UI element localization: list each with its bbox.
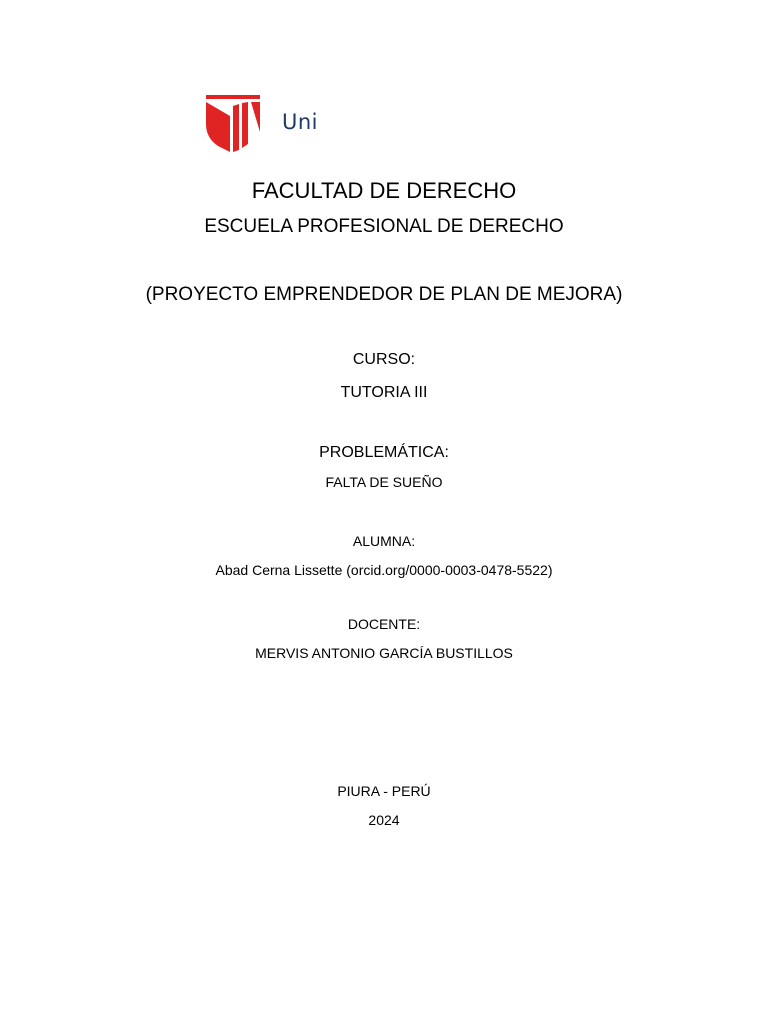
university-logo	[204, 94, 318, 156]
location: PIURA - PERÚ	[337, 783, 431, 799]
logo-text: Uni	[282, 110, 319, 134]
course-value: TUTORIA III	[340, 384, 428, 401]
problem-label: PROBLEMÁTICA:	[319, 444, 449, 461]
school-title: ESCUELA PROFESIONAL DE DERECHO	[204, 216, 564, 237]
student-label: ALUMNA:	[352, 533, 416, 549]
shield-icon	[204, 94, 262, 156]
problem-value: FALTA DE SUEÑO	[325, 474, 443, 490]
faculty-title: FACULTAD DE DERECHO	[251, 178, 517, 203]
year: 2024	[368, 812, 400, 828]
teacher-label: DOCENTE:	[347, 616, 421, 632]
project-title: (PROYECTO EMPRENDEDOR DE PLAN DE MEJORA)	[145, 284, 623, 305]
student-value: Abad Cerna Lissette (orcid.org/0000-0003-0478-5522)	[215, 562, 553, 578]
teacher-value: MERVIS ANTONIO GARCÍA BUSTILLOS	[255, 645, 513, 661]
course-label: CURSO:	[352, 351, 416, 368]
